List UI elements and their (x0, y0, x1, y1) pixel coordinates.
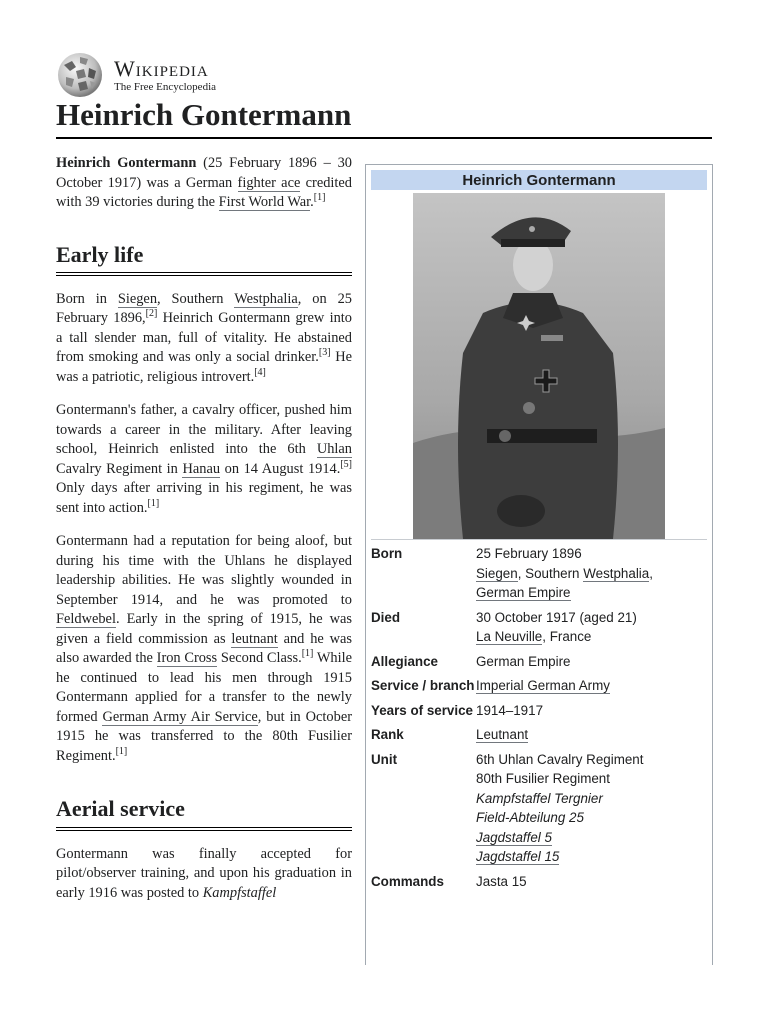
link-iron-cross[interactable]: Iron Cross (156, 650, 218, 667)
infobox-label: Allegiance (371, 653, 438, 669)
link-first-world-war[interactable]: First World War (218, 194, 311, 210)
link-leutnant[interactable]: leutnant (231, 630, 278, 647)
intro-paragraph: Heinrich Gontermann (25 February 1896 – 30 October 1917) was a German fighter ace credited with 39 victories during the First World War.[1] (56, 155, 352, 210)
link-fighter-ace[interactable]: fighter ace (237, 174, 301, 191)
portrait-photo[interactable] (413, 193, 665, 539)
infobox-table (371, 542, 707, 894)
infobox-row-rank (371, 723, 707, 748)
infobox-label: Years of service (371, 702, 473, 718)
ref-link[interactable]: [1] (301, 648, 314, 660)
link-imperial-german-army[interactable]: Imperial German Army (476, 678, 610, 693)
infobox-row-born (371, 542, 707, 606)
infobox-label: Born (371, 546, 403, 561)
early-life-paragraph-2: Gontermann's father, a cavalry officer, pushed him towards a career in the military. After leaving school, Heinrich enlisted into the 6th Uhlan Cavalry Regiment in Hanau on 14 August 1914.[5] Only days after arriving in his regiment, he was sent into action.[1] (56, 402, 352, 516)
link-westphalia[interactable]: Westphalia (583, 565, 650, 581)
infobox-label: Rank (371, 727, 404, 742)
ref-link[interactable]: [4] (254, 367, 266, 379)
ref-link[interactable]: [1] (313, 192, 326, 204)
infobox-label: Service / branch (371, 678, 475, 693)
ref-link[interactable]: [2] (145, 308, 158, 320)
link-german-army-air-service[interactable]: German Army Air Service (102, 708, 258, 725)
infobox-title: Heinrich Gontermann (371, 170, 707, 190)
infobox-row-commands (371, 870, 707, 895)
link-german-empire[interactable]: German Empire (476, 585, 571, 600)
intro-subject: Heinrich Gontermann (56, 155, 197, 171)
link-jagdstaffel-5[interactable]: Jagdstaffel 5 (476, 829, 552, 845)
link-jagdstaffel-15[interactable]: Jagdstaffel 15 (476, 849, 560, 864)
site-name: Wikipedia (114, 55, 209, 81)
infobox-value: 25 February 1896 Siegen, Southern Westphalia, German Empire (476, 546, 653, 600)
infobox-row-years (371, 699, 707, 724)
infobox-value (476, 674, 707, 699)
link-uhlan[interactable]: Uhlan (316, 441, 352, 458)
aerial-service-paragraph-1: Gontermann was finally accepted for pilot/observer training, and upon his graduation in early 1916 was posted to Kampfstaffel (56, 845, 352, 901)
link-hanau[interactable]: Hanau (182, 460, 221, 477)
infobox-row-unit (371, 748, 707, 870)
ref-link[interactable]: [3] (318, 347, 331, 359)
link-westphalia[interactable]: Westphalia (234, 290, 298, 307)
infobox-value: 30 October 1917 (aged 21) La Neuville, France (476, 609, 637, 644)
infobox-value: Jasta 15 (476, 873, 527, 889)
section-heading-aerial-service: Aerial service (56, 796, 352, 830)
section-heading-early-life: Early life (56, 242, 352, 276)
ref-link[interactable]: [5] (340, 459, 352, 471)
page-title: Heinrich Gontermann (56, 96, 712, 139)
link-feldwebel[interactable]: Feldwebel (56, 611, 116, 628)
infobox-row-allegiance (371, 650, 707, 675)
ref-link[interactable]: [1] (147, 498, 160, 510)
link-la-neuville[interactable]: La Neuville (476, 629, 543, 644)
infobox-value: 1914–1917 (476, 702, 544, 718)
infobox-value: German Empire (476, 653, 571, 669)
ref-link[interactable]: [1] (115, 746, 128, 758)
infobox-image-separator (371, 539, 707, 540)
infobox-label: Unit (371, 751, 398, 767)
infobox-value (476, 723, 707, 748)
link-leutnant[interactable]: Leutnant (476, 727, 529, 742)
article-body (56, 154, 352, 917)
infobox-value: 6th Uhlan Cavalry Regiment 80th Fusilier Regiment Kampfstaffel Tergnier Field-Abteilung 25 Jagdstaffel 5 Jagdstaffel 15 (476, 751, 644, 864)
site-header (56, 52, 216, 98)
link-siegen[interactable]: Siegen (117, 290, 158, 307)
infobox-row-service (371, 674, 707, 699)
infobox-row-died (371, 606, 707, 650)
site-tagline: The Free Encyclopedia (114, 80, 217, 93)
link-siegen[interactable]: Siegen (476, 565, 518, 581)
infobox-label: Died (371, 609, 401, 625)
infobox-label: Commands (371, 873, 444, 889)
wikipedia-globe-icon[interactable] (56, 51, 104, 99)
early-life-paragraph-3: Gontermann had a reputation for being aloof, but during his time with the Uhlans he displayed leadership abilities. He was slightly wounded in September 1914, and he was promoted to Feldwebel. Early in the spring of 1915, he was given a field commission as leutnant and he was also awarded the Iron Cross Second Class.[1] While he continued to lead his men through 1915 Gontermann applied for a transfer to the newly formed German Army Air Service, but in October 1915 he was transferred to the 80th Fusilier Regiment.[1] (56, 533, 353, 764)
infobox (365, 164, 713, 965)
wikipedia-wordmark[interactable] (114, 55, 217, 93)
early-life-paragraph-1: Born in Siegen, Southern Westphalia, on 25 February 1896,[2] Heinrich Gontermann grew into a tall slender man, full of vitality. He abstained from smoking and was only a social drinker.[3] He was a patriotic, religious introvert.[4] (56, 290, 353, 385)
